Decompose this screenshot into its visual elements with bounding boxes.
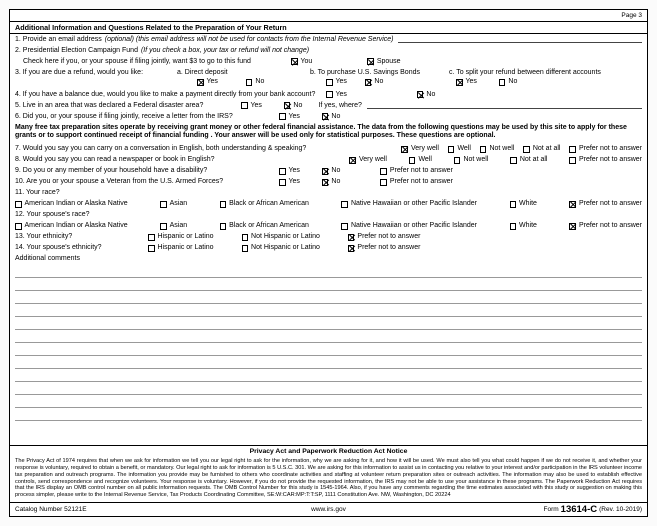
comment-line[interactable] — [15, 369, 642, 382]
question-9-row — [10, 166, 647, 177]
checkbox-checked[interactable] — [348, 234, 355, 241]
question-3c-answers — [449, 78, 642, 88]
question-12-text: 12. Your spouse's race? — [15, 211, 90, 219]
checkbox-checked[interactable] — [417, 91, 424, 98]
question-3a-options — [197, 78, 264, 86]
option-no[interactable] — [322, 113, 340, 121]
form-number: 13614-C — [560, 503, 598, 515]
option-label: Prefer not to answer — [389, 167, 453, 175]
option-label: Yes — [335, 78, 347, 86]
option-hispanic-or-latino[interactable] — [148, 244, 214, 252]
option-label: Asian — [169, 222, 188, 230]
option-no[interactable] — [322, 178, 340, 186]
option-label: No — [508, 78, 518, 86]
option-yes[interactable] — [326, 78, 347, 86]
option-well[interactable] — [448, 145, 471, 153]
option-label: Hispanic or Latino — [157, 244, 214, 252]
form-revision: (Rev. 10-2019) — [599, 505, 642, 513]
option-label: No — [331, 178, 341, 186]
checkbox-unchecked[interactable] — [160, 201, 167, 208]
checkbox-unchecked[interactable] — [326, 79, 333, 86]
option-not-well[interactable] — [454, 156, 488, 164]
option-yes[interactable] — [456, 78, 477, 86]
option-no[interactable] — [322, 167, 340, 175]
question-2-note: (If you check a box, your tax or refund will not change) — [140, 46, 310, 54]
option-label: Hispanic or Latino — [157, 233, 214, 241]
checkbox-unchecked[interactable] — [523, 146, 530, 153]
option-no[interactable] — [499, 78, 517, 86]
question-3a-answers — [177, 78, 310, 88]
checkbox-checked[interactable] — [284, 102, 291, 109]
question-10-options — [279, 178, 453, 186]
option-label: Very well — [410, 145, 439, 153]
option-yes[interactable] — [197, 78, 218, 86]
question-2-text: 2. Presidential Election Campaign Fund — [15, 46, 138, 54]
question-7-options — [401, 145, 642, 153]
question-11-options-row — [10, 199, 647, 210]
question-7-row — [10, 144, 647, 155]
option-label: American Indian or Alaska Native — [24, 200, 128, 208]
option-not-at-all[interactable] — [523, 145, 560, 153]
option-label: Well — [457, 145, 471, 153]
option-american-indian-or-alaska-native[interactable] — [15, 222, 128, 230]
checkbox-unchecked[interactable] — [148, 234, 155, 241]
option-label: Not Hispanic or Latino — [251, 233, 320, 241]
question-8-options — [349, 156, 642, 164]
additional-comments-label-row — [10, 254, 647, 265]
question-9-text: 9. Do you or any member of your household have a disability? — [15, 167, 208, 175]
question-6-row — [10, 111, 647, 122]
option-label: Not well — [463, 156, 489, 164]
question-9-options — [279, 167, 453, 175]
option-label: Not well — [489, 145, 515, 153]
checkbox-checked[interactable] — [365, 79, 372, 86]
option-label: Native Hawaiian or other Pacific Islander — [350, 222, 477, 230]
option-prefer-not-to-answer[interactable] — [380, 178, 453, 186]
option-label: Prefer not to answer — [578, 200, 642, 208]
checkbox-checked[interactable] — [348, 245, 355, 252]
comment-line[interactable] — [15, 330, 642, 343]
option-label: Yes — [288, 178, 300, 186]
option-spouse[interactable] — [367, 58, 400, 66]
option-label: Prefer not to answer — [389, 178, 453, 186]
checkbox-unchecked[interactable] — [454, 157, 461, 164]
checkbox-unchecked[interactable] — [380, 168, 387, 175]
option-yes[interactable] — [241, 102, 262, 110]
checkbox-unchecked[interactable] — [15, 201, 22, 208]
checkbox-unchecked[interactable] — [160, 223, 167, 230]
privacy-notice-title: Privacy Act and Paperwork Reduction Act Notice — [249, 448, 408, 456]
option-label: Yes — [250, 101, 262, 109]
disaster-area-where-field[interactable] — [367, 101, 642, 109]
option-no[interactable] — [246, 78, 264, 86]
question-11-row — [10, 188, 647, 199]
option-prefer-not-to-answer[interactable] — [569, 222, 642, 230]
option-label: Yes — [465, 78, 477, 86]
question-1-text: 1. Provide an email address — [15, 35, 102, 43]
option-label: American Indian or Alaska Native — [24, 222, 128, 230]
option-label: Well — [418, 156, 432, 164]
question-4-text: 4. If you have a balance due, would you like to make a payment directly from your bank account? — [15, 90, 316, 98]
checkbox-unchecked[interactable] — [409, 157, 416, 164]
option-prefer-not-to-answer[interactable] — [348, 244, 421, 252]
checkbox-unchecked[interactable] — [220, 223, 227, 230]
comment-line[interactable] — [15, 356, 642, 369]
checkbox-checked[interactable] — [322, 168, 329, 175]
question-2-sub-row — [10, 56, 647, 67]
option-label: Prefer not to answer — [578, 156, 642, 164]
option-label: You — [300, 57, 313, 65]
comment-line[interactable] — [15, 343, 642, 356]
checkbox-checked[interactable] — [569, 223, 576, 230]
option-label: Spouse — [376, 57, 401, 65]
question-3c-options — [456, 78, 517, 86]
checkbox-unchecked[interactable] — [569, 146, 576, 153]
option-native-hawaiian-or-other-pacific-islander[interactable] — [341, 200, 477, 208]
checkbox-checked[interactable] — [197, 79, 204, 86]
option-not-at-all[interactable] — [510, 156, 547, 164]
question-6-text: 6. Did you, or your spouse if filing jointly, receive a letter from the IRS? — [15, 112, 233, 120]
question-4-row — [10, 89, 647, 100]
checkbox-checked[interactable] — [322, 113, 329, 120]
checkbox-checked[interactable] — [291, 58, 298, 65]
checkbox-unchecked[interactable] — [510, 223, 517, 230]
option-label: White — [519, 200, 537, 208]
checkbox-unchecked[interactable] — [480, 146, 487, 153]
question-11-options — [15, 200, 642, 208]
privacy-notice-section — [10, 445, 647, 502]
question-3-answers-row — [10, 78, 647, 89]
option-label: Yes — [206, 78, 218, 86]
comment-line[interactable] — [15, 291, 642, 304]
question-1-row — [10, 34, 647, 45]
option-no[interactable] — [417, 91, 435, 99]
option-yes[interactable] — [279, 178, 300, 186]
option-very-well[interactable] — [401, 145, 439, 153]
website-url: www.irs.gov — [311, 505, 346, 513]
option-not-well[interactable] — [480, 145, 514, 153]
comment-line[interactable] — [15, 304, 642, 317]
checkbox-unchecked[interactable] — [279, 179, 286, 186]
option-native-hawaiian-or-other-pacific-islander[interactable] — [341, 222, 477, 230]
checkbox-checked[interactable] — [367, 58, 374, 65]
question-13-options — [148, 233, 420, 241]
option-white[interactable] — [510, 200, 537, 208]
option-label: Asian — [169, 200, 188, 208]
option-black-or-african-american[interactable] — [220, 200, 309, 208]
question-10-row — [10, 177, 647, 188]
option-prefer-not-to-answer[interactable] — [380, 167, 453, 175]
question-12-options-row — [10, 221, 647, 232]
option-label: Not at all — [532, 145, 561, 153]
checkbox-unchecked[interactable] — [241, 102, 248, 109]
comment-line[interactable] — [15, 278, 642, 291]
question-10-text: 10. Are you or your spouse a Veteran from the U.S. Armed Forces? — [15, 178, 224, 186]
checkbox-unchecked[interactable] — [246, 79, 253, 86]
question-5-where-label: If yes, where? — [318, 101, 362, 109]
question-12-options — [15, 222, 642, 230]
option-label: Yes — [288, 112, 300, 120]
comment-line[interactable] — [15, 317, 642, 330]
checkbox-checked[interactable] — [569, 201, 576, 208]
additional-comments-label: Additional comments — [15, 255, 80, 263]
checkbox-checked[interactable] — [322, 179, 329, 186]
question-2-sub-text: Check here if you, or your spouse if filing jointly, want $3 to go to this fund — [23, 57, 251, 65]
option-yes[interactable] — [326, 91, 347, 99]
checkbox-unchecked[interactable] — [220, 201, 227, 208]
page-number-row — [10, 10, 647, 22]
option-label: Prefer not to answer — [578, 222, 642, 230]
option-label: Not at all — [519, 156, 548, 164]
option-american-indian-or-alaska-native[interactable] — [15, 200, 128, 208]
option-not-hispanic-or-latino[interactable] — [242, 233, 320, 241]
form-prefix: Form — [543, 505, 559, 513]
checkbox-unchecked[interactable] — [341, 201, 348, 208]
checkbox-checked[interactable] — [349, 157, 356, 164]
option-label: Prefer not to answer — [357, 244, 421, 252]
question-3b-answers — [310, 78, 449, 88]
comment-line[interactable] — [15, 382, 642, 395]
option-label: No — [255, 78, 265, 86]
question-6-options — [279, 113, 340, 121]
question-8-text: 8. Would you say you can read a newspaper or book in English? — [15, 156, 215, 164]
option-well[interactable] — [409, 156, 432, 164]
checkbox-unchecked[interactable] — [510, 157, 517, 164]
option-label: Very well — [358, 156, 387, 164]
question-3b-label: b. To purchase U.S. Savings Bonds — [310, 68, 420, 76]
question-3c-label: c. To split your refund between different accounts — [449, 68, 601, 76]
option-label: Native Hawaiian or other Pacific Islander — [350, 200, 477, 208]
option-hispanic-or-latino[interactable] — [148, 233, 214, 241]
question-13-row — [10, 232, 647, 243]
section-title-row — [10, 22, 647, 34]
question-14-text: 14. Your spouse's ethnicity? — [15, 244, 102, 252]
comment-line[interactable] — [15, 265, 642, 278]
option-prefer-not-to-answer[interactable] — [569, 200, 642, 208]
checkbox-unchecked[interactable] — [15, 223, 22, 230]
option-prefer-not-to-answer[interactable] — [569, 156, 642, 164]
catalog-number: Catalog Number 52121E — [15, 505, 87, 513]
option-label: Black or African American — [229, 222, 309, 230]
option-label: No — [426, 90, 436, 98]
checkbox-unchecked[interactable] — [341, 223, 348, 230]
page-number: Page 3 — [621, 11, 642, 19]
option-label: No — [331, 112, 341, 120]
question-2-row — [10, 45, 647, 56]
question-4-options — [326, 91, 435, 99]
option-no[interactable] — [284, 102, 302, 110]
checkbox-unchecked[interactable] — [242, 234, 249, 241]
option-asian[interactable] — [160, 222, 187, 230]
option-label: No — [293, 101, 303, 109]
comment-line[interactable] — [15, 408, 642, 421]
question-5-row — [10, 100, 647, 111]
checkbox-unchecked[interactable] — [326, 91, 333, 98]
checkbox-unchecked[interactable] — [148, 245, 155, 252]
question-11-text: 11. Your race? — [15, 189, 60, 197]
checkbox-checked[interactable] — [456, 79, 463, 86]
question-3a-label: a. Direct deposit — [177, 68, 228, 76]
checkbox-unchecked[interactable] — [569, 157, 576, 164]
question-3-row — [10, 67, 647, 78]
option-label: Prefer not to answer — [357, 233, 421, 241]
checkbox-checked[interactable] — [401, 146, 408, 153]
option-label: No — [331, 167, 341, 175]
question-12-row — [10, 210, 647, 221]
privacy-notice-body: The Privacy Act of 1974 requires that when we ask for information we tell you our legal right to ask for the information, why we are asking for it, and how it will be used. We must also tell you what could happen if we do not receive it, and whether your response is voluntary, required to obtain a benefit, or mandatory. Our legal right to ask for information is 5 U.S.C. 301. We are asking for this information to assist us in contacting you relative to your interest and/or participation in the IRS volunteer income tax preparation and outreach programs. The information you provide may be furnished to others who coordinate activities and staffing at volunteer return preparation sites or outreach activities. The information may also be used to establish effective controls, send correspondence and recognize volunteers. Your response is voluntary. However, if you do not provide the requested information, the IRS may not be able to use your assistance in these programs. The Paperwork Reduction Act requires that the IRS display an OMB control number on all public information requests. The OMB Control Number for this study is 1545-1964. Also, if you have any comments regarding the time estimates associated with this study or suggestion on making this process simpler, please write to the Internal Revenue Service, Tax Products Coordinating Committee, SE:W:CAR:MP:T:T:SP, 1111 Constitution Ave. NW, Washington, DC 20224 — [15, 458, 642, 499]
question-5-options — [241, 102, 302, 110]
option-you[interactable] — [291, 58, 312, 66]
question-3-text: 3. If you are due a refund, would you like: — [15, 68, 144, 76]
checkbox-unchecked[interactable] — [448, 146, 455, 153]
option-asian[interactable] — [160, 200, 187, 208]
question-8-row — [10, 155, 647, 166]
comment-line[interactable] — [15, 395, 642, 408]
checkbox-unchecked[interactable] — [279, 168, 286, 175]
checkbox-unchecked[interactable] — [510, 201, 517, 208]
checkbox-unchecked[interactable] — [279, 113, 286, 120]
option-label: White — [519, 222, 537, 230]
additional-comments-area[interactable] — [10, 265, 647, 421]
email-address-field[interactable] — [398, 35, 642, 43]
question-3b-options — [326, 78, 383, 86]
irs-form-13614c-page3 — [9, 9, 648, 517]
option-label: Prefer not to answer — [578, 145, 642, 153]
section-title: Additional Information and Questions Related to the Preparation of Your Return — [15, 22, 287, 32]
question-14-row — [10, 243, 647, 254]
question-13-text: 13. Your ethnicity? — [15, 233, 73, 241]
checkbox-unchecked[interactable] — [380, 179, 387, 186]
option-yes[interactable] — [279, 167, 300, 175]
option-label: Yes — [335, 90, 347, 98]
option-prefer-not-to-answer[interactable] — [569, 145, 642, 153]
page-footer — [10, 502, 647, 516]
option-white[interactable] — [510, 222, 537, 230]
option-not-hispanic-or-latino[interactable] — [242, 244, 320, 252]
question-7-text: 7. Would you say you can carry on a conversation in English, both understanding & speaking? — [15, 145, 307, 153]
option-no[interactable] — [365, 78, 383, 86]
option-label: No — [374, 78, 384, 86]
option-label: Yes — [288, 167, 300, 175]
option-label: Black or African American — [229, 200, 309, 208]
question-5-text: 5. Live in an area that was declared a Federal disaster area? — [15, 101, 204, 109]
checkbox-unchecked[interactable] — [499, 79, 506, 86]
question-14-options — [148, 244, 420, 252]
option-label: Not Hispanic or Latino — [251, 244, 320, 252]
question-2-options — [291, 58, 401, 66]
option-black-or-african-american[interactable] — [220, 222, 309, 230]
option-very-well[interactable] — [349, 156, 387, 164]
question-1-note: (optional) (this email address will not be used for contacts from the Internal Revenue Service) — [104, 35, 394, 43]
option-yes[interactable] — [279, 113, 300, 121]
checkbox-unchecked[interactable] — [242, 245, 249, 252]
option-prefer-not-to-answer[interactable] — [348, 233, 421, 241]
grants-statement: Many free tax preparation sites operate by receiving grant money or other federal financial assistance. The data from the following questions may be used by this site to apply for these grants or to support continued receipt of financial funding . Your answer will be used only for statistical purposes. These questions are optional. — [15, 124, 627, 140]
